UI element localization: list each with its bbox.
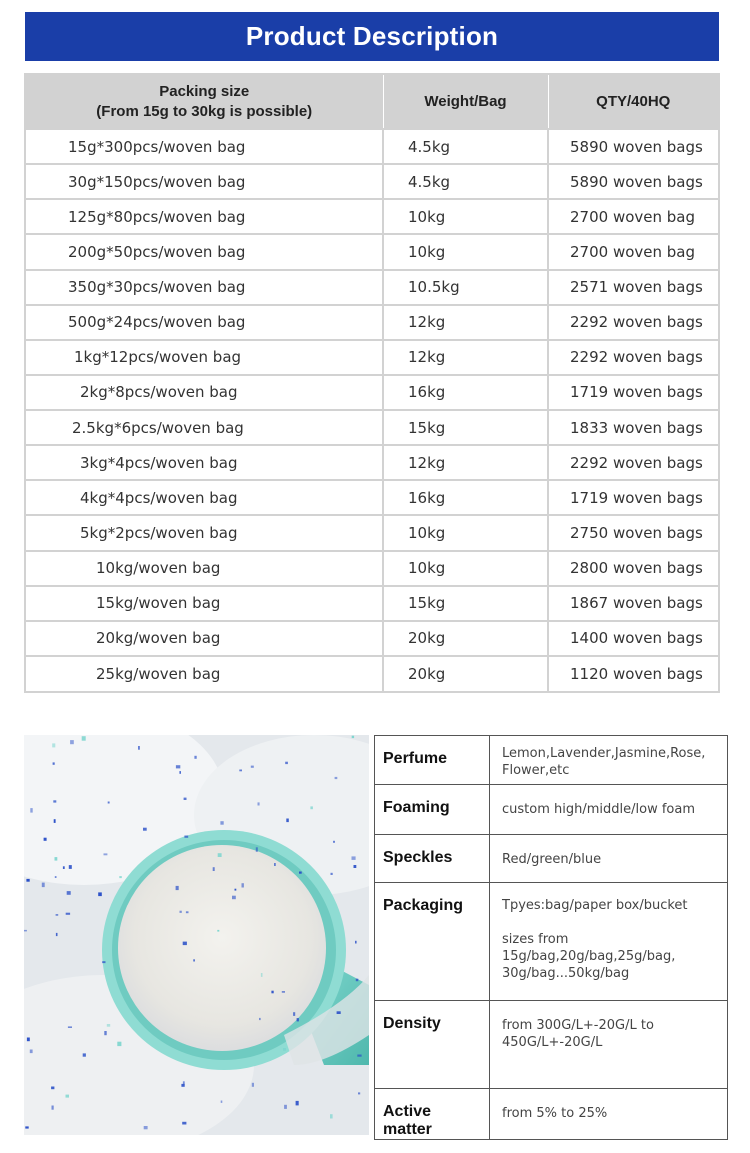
cell-qty: 2571 woven bags: [548, 270, 718, 305]
cell-qty: 2292 woven bags: [548, 305, 718, 340]
cell-packing-text: 5kg*2pcs/woven bag: [80, 523, 238, 542]
cell-qty: 1719 woven bags: [548, 375, 718, 410]
packing-table-body: [26, 129, 718, 691]
speckle: [330, 1114, 333, 1118]
cell-weight: 12kg: [383, 445, 548, 480]
cell-packing-text: 2.5kg*6pcs/woven bag: [72, 418, 244, 437]
speckle: [335, 777, 338, 779]
spec-row: [375, 736, 728, 785]
scoop-illustration: [24, 735, 369, 1135]
speckle: [30, 808, 32, 813]
packing-table: [26, 75, 718, 691]
cell-packing: [26, 234, 383, 269]
speckle: [55, 857, 58, 861]
spec-value: [490, 883, 728, 1001]
cell-weight: 12kg: [383, 305, 548, 340]
cell-packing: [26, 340, 383, 375]
spec-value: [490, 835, 728, 883]
cell-packing-text: 1kg*12pcs/woven bag: [74, 348, 242, 367]
spec-value-line: sizes from 15g/bag,20g/bag,25g/bag, 30g/bag...50kg/bag: [502, 932, 676, 981]
speckle: [251, 766, 254, 768]
speckle: [252, 1083, 254, 1087]
cell-packing-text: 25kg/woven bag: [96, 664, 221, 683]
cell-weight: 10.5kg: [383, 270, 548, 305]
speckle: [53, 800, 56, 802]
banner-title: Product Description: [245, 21, 499, 51]
table-row: [26, 270, 718, 305]
cell-qty: 5890 woven bags: [548, 164, 718, 199]
table-row: [26, 199, 718, 234]
speckle: [356, 979, 359, 982]
speckle: [213, 867, 215, 871]
spec-label: Active matter: [375, 1089, 490, 1140]
speckle: [68, 1026, 72, 1028]
table-row: [26, 375, 718, 410]
speckle: [55, 876, 57, 878]
cell-weight: 10kg: [383, 551, 548, 586]
spec-label: Density: [375, 1001, 490, 1089]
speckle: [271, 991, 273, 994]
cell-weight: 16kg: [383, 375, 548, 410]
spec-value: [490, 1001, 728, 1089]
spec-value-line: custom high/middle/low foam: [502, 802, 695, 817]
cell-qty: 1400 woven bags: [548, 621, 718, 656]
cell-qty: 2700 woven bag: [548, 199, 718, 234]
speckle: [283, 1048, 286, 1051]
spec-value: [490, 1089, 728, 1140]
speckle: [67, 891, 71, 895]
detergent-powder-photo: [24, 735, 369, 1135]
spec-value: [490, 736, 728, 785]
speckle: [310, 806, 313, 809]
cell-packing: [26, 656, 383, 691]
packing-header-row: [26, 75, 718, 129]
speckle: [102, 961, 105, 963]
speckle: [232, 896, 236, 900]
cell-weight: 10kg: [383, 234, 548, 269]
table-row: [26, 164, 718, 199]
speckle: [70, 740, 74, 744]
spec-row: [375, 883, 728, 1001]
cell-packing-text: 10kg/woven bag: [96, 559, 221, 578]
cell-qty: 2292 woven bags: [548, 340, 718, 375]
cell-qty: 1719 woven bags: [548, 480, 718, 515]
table-row: [26, 305, 718, 340]
table-row: [26, 515, 718, 550]
table-row: [26, 234, 718, 269]
cell-packing-text: 30g*150pcs/woven bag: [68, 172, 246, 191]
speckle: [82, 736, 86, 741]
speckle: [331, 873, 333, 875]
header-packing-line1: Packing size: [159, 82, 250, 100]
header-weight: Weight/Bag: [383, 75, 548, 129]
speckle: [184, 798, 187, 800]
cell-weight: 16kg: [383, 480, 548, 515]
cell-weight: 20kg: [383, 621, 548, 656]
speckle: [54, 819, 56, 823]
spec-row: [375, 1089, 728, 1140]
spec-value-line: from 5% to 25%: [502, 1106, 608, 1121]
speckle: [138, 746, 140, 750]
speckle: [293, 1012, 295, 1016]
title-banner: [25, 12, 719, 61]
speckle: [63, 866, 65, 869]
cell-packing-text: 200g*50pcs/woven bag: [68, 242, 246, 261]
speckle: [69, 865, 72, 869]
speckle: [242, 883, 244, 887]
cell-qty: 5890 woven bags: [548, 129, 718, 164]
cell-packing: [26, 410, 383, 445]
table-row: [26, 551, 718, 586]
cell-packing: [26, 199, 383, 234]
cell-packing-text: 20kg/woven bag: [96, 629, 221, 648]
cell-weight: 10kg: [383, 199, 548, 234]
spec-value-line: Tpyes:bag/paper box/bucket: [502, 898, 688, 913]
speckle: [66, 1095, 70, 1098]
speckle: [56, 933, 58, 936]
spec-label: Speckles: [375, 835, 490, 883]
speckle: [176, 765, 180, 768]
speckle: [98, 892, 102, 896]
speckle: [117, 1042, 121, 1046]
speckle: [256, 847, 258, 852]
speckle: [261, 973, 263, 977]
speckle: [194, 756, 196, 759]
speckle: [258, 802, 260, 805]
speckle: [299, 872, 302, 874]
speckle: [297, 1018, 299, 1021]
cell-packing: [26, 445, 383, 480]
speckle: [30, 1050, 33, 1054]
speckle: [179, 771, 181, 774]
cell-qty: 1867 woven bags: [548, 586, 718, 621]
spec-value: [490, 785, 728, 835]
speckle: [52, 1106, 54, 1110]
cell-packing-text: 15kg/woven bag: [96, 594, 221, 613]
speckle: [286, 819, 289, 823]
speckle: [183, 942, 187, 946]
spec-row: [375, 835, 728, 883]
speckle: [220, 821, 223, 825]
speckle: [182, 1122, 186, 1125]
speckle: [144, 1126, 148, 1129]
spec-value-line: Red/green/blue: [502, 852, 602, 867]
cell-weight: 4.5kg: [383, 164, 548, 199]
speckle: [186, 911, 189, 913]
speckle: [24, 930, 27, 932]
cell-packing: [26, 270, 383, 305]
cell-qty: 2292 woven bags: [548, 445, 718, 480]
cell-qty: 1833 woven bags: [548, 410, 718, 445]
speckle: [66, 913, 70, 915]
speckle: [181, 1084, 184, 1087]
speckle: [285, 762, 288, 764]
speckle: [104, 1031, 106, 1035]
cell-weight: 15kg: [383, 586, 548, 621]
cell-weight: 4.5kg: [383, 129, 548, 164]
speckle: [354, 865, 357, 868]
table-row: [26, 340, 718, 375]
packing-table-frame: [24, 73, 720, 693]
cell-weight: 20kg: [383, 656, 548, 691]
speckle: [217, 930, 219, 932]
cell-packing-text: 3kg*4pcs/woven bag: [80, 453, 238, 472]
speckle: [282, 991, 285, 993]
speckle: [352, 856, 356, 860]
speckle: [358, 1092, 360, 1094]
table-row: [26, 445, 718, 480]
cell-packing: [26, 586, 383, 621]
cell-packing-text: 4kg*4pcs/woven bag: [80, 488, 238, 507]
header-packing-line2: (From 15g to 30kg is possible): [96, 102, 313, 120]
cell-packing: [26, 305, 383, 340]
spec-value-line: from 300G/L+-20G/L to 450G/L+-20G/L: [502, 1018, 654, 1050]
cell-packing-text: 125g*80pcs/woven bag: [68, 207, 246, 226]
table-row: [26, 410, 718, 445]
spec-label: Perfume: [375, 736, 490, 785]
cell-packing: [26, 375, 383, 410]
speckle: [26, 879, 29, 882]
spec-row: [375, 785, 728, 835]
cell-packing: [26, 551, 383, 586]
speckle: [284, 1105, 287, 1109]
table-row: [26, 621, 718, 656]
speckle: [235, 889, 237, 891]
cell-packing: [26, 480, 383, 515]
speckle: [333, 841, 335, 843]
cell-weight: 15kg: [383, 410, 548, 445]
table-row: [26, 656, 718, 691]
cell-qty: 2750 woven bags: [548, 515, 718, 550]
speckle: [296, 1101, 299, 1106]
speckle: [218, 853, 222, 857]
cell-packing: [26, 164, 383, 199]
speckle: [107, 1024, 110, 1027]
cell-packing-text: 500g*24pcs/woven bag: [68, 313, 246, 332]
speckle: [25, 1126, 28, 1128]
header-qty: QTY/40HQ: [548, 75, 718, 129]
speckle: [27, 1038, 30, 1042]
speckle: [184, 836, 188, 838]
speckle: [104, 853, 108, 855]
table-row: [26, 586, 718, 621]
speckle: [337, 1011, 341, 1014]
speckle: [259, 1018, 261, 1020]
cell-weight: 10kg: [383, 515, 548, 550]
speckle: [53, 762, 55, 764]
spec-value-line: Lemon,Lavender,Jasmine,Rose, Flower,etc: [502, 746, 706, 778]
cell-weight: 12kg: [383, 340, 548, 375]
speckle: [352, 736, 354, 738]
cell-packing-text: 15g*300pcs/woven bag: [68, 137, 246, 156]
table-row: [26, 129, 718, 164]
cell-packing-text: 2kg*8pcs/woven bag: [80, 383, 238, 402]
spec-label: Packaging: [375, 883, 490, 1001]
header-packing-size: [26, 75, 383, 129]
spec-row: [375, 1001, 728, 1089]
speckle: [52, 743, 55, 747]
speckle: [274, 863, 276, 866]
speckle: [176, 886, 179, 890]
cell-qty: 2700 woven bag: [548, 234, 718, 269]
speckle: [143, 828, 147, 831]
speckle: [183, 1081, 185, 1084]
cell-qty: 1120 woven bags: [548, 656, 718, 691]
speckle: [83, 1053, 86, 1056]
cell-packing: [26, 621, 383, 656]
spec-table: [374, 735, 728, 1140]
spec-table-frame: [374, 735, 727, 1137]
speckle: [193, 959, 195, 961]
speckle: [51, 1087, 54, 1090]
table-row: [26, 480, 718, 515]
cell-qty: 2800 woven bags: [548, 551, 718, 586]
speckle: [42, 883, 45, 888]
spec-label: Foaming: [375, 785, 490, 835]
speckle: [180, 911, 182, 913]
spec-table-body: [375, 736, 728, 1140]
speckle: [56, 914, 59, 916]
speckle: [221, 1101, 223, 1103]
cell-packing-text: 350g*30pcs/woven bag: [68, 278, 246, 297]
speckle: [119, 876, 122, 878]
speckle: [355, 941, 357, 944]
speckle: [108, 802, 110, 804]
cell-packing: [26, 515, 383, 550]
speckle: [357, 1055, 361, 1057]
cell-packing: [26, 129, 383, 164]
speckle: [44, 838, 47, 841]
speckle: [239, 770, 242, 772]
